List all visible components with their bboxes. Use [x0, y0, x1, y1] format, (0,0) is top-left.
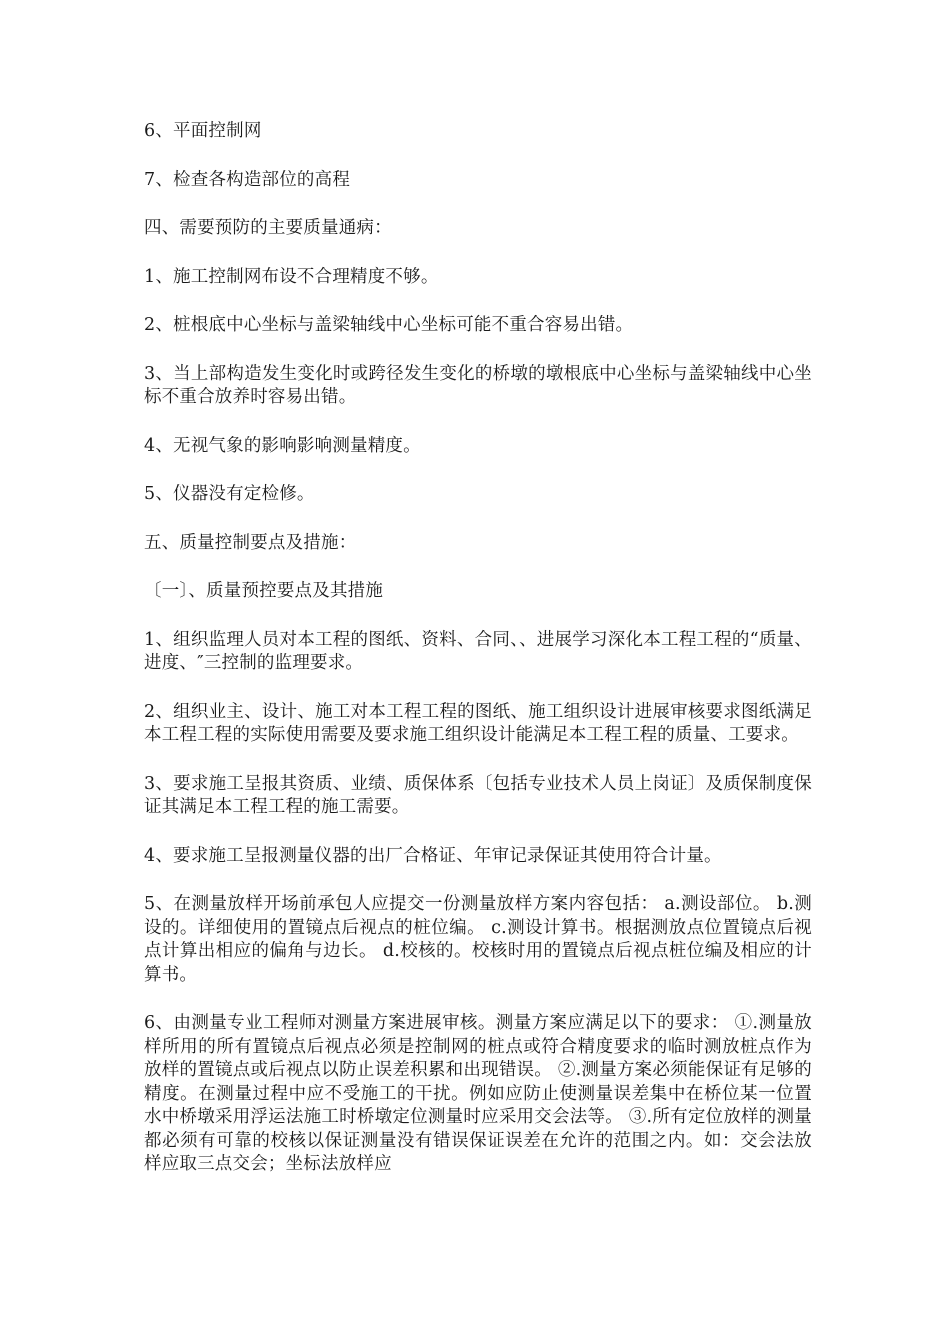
section-heading-5: 五、质量控制要点及措施： — [144, 532, 357, 553]
paragraph-defect-1: 1、施工控制网布设不合理精度不够。 — [144, 266, 439, 287]
paragraph-defect-4: 4、无视气象的影响影响测量精度。 — [144, 435, 421, 456]
paragraph-defect-5: 5、仪器没有定检修。 — [144, 484, 315, 504]
paragraph-defect-3: 3、当上部构造发生变化时或跨径发生变化的桥墩的墩根底中心坐标与盖梁轴线中心坐标不重合放养时容易出错。 — [144, 363, 812, 407]
section-heading-4: 四、需要预防的主要质量通病： — [144, 218, 392, 238]
paragraph-measure-6: 6、由测量专业工程师对测量方案进展审核。测量方案应满足以下的要求： ①.测量放样所用的所有置镜点后视点必须是控制网的桩点或符合精度要求的临时测放桩点作为放样的置镜点或后视点以防止误差积累和出现错误。 ②.测量方案必须能保证有足够的精度。在测量过程中应不受施工的干扰。例如应防止使测量误差集中在桥位某一位置水中桥墩采用浮运法施工时桥墩定位测量时应采用交会法等。 ③.所有定位放样的测量都必须有可靠的校核以保证测量没有错误保证误差在允许的范围之内。如：交会法放样应取三点交会；坐标法放样应 — [144, 1013, 812, 1174]
paragraph-measure-5: 5、在测量放样开场前承包人应提交一份测量放样方案内容包括： a.测设部位。 b.测设的。详细使用的置镜点后视点的桩位编。 c.测设计算书。根据测放点位置镜点后视点计算出相应的偏角与边长。 d.校核的。校核时用的置镜点后视点桩位编及相应的计算书。 — [144, 894, 812, 985]
paragraph-measure-1: 1、组织监理人员对本工程的图纸、资料、合同、、进展学习深化本工程工程的“质量、进度、″三控制的监理要求。 — [144, 629, 812, 673]
paragraph-measure-3: 3、要求施工呈报其资质、业绩、质保体系〔包括专业技术人员上岗证〕及质保制度保证其满足本工程工程的施工需要。 — [144, 773, 812, 817]
paragraph-measure-2: 2、组织业主、设计、施工对本工程工程的图纸、施工组织设计进展审核要求图纸满足本工程工程的实际使用需要及要求施工组织设计能满足本工程工程的质量、工要求。 — [144, 701, 812, 745]
paragraph-item-6: 6、平面控制网 — [144, 121, 262, 141]
paragraph-measure-4: 4、要求施工呈报测量仪器的出厂合格证、年审记录保证其使用符合计量。 — [144, 845, 722, 866]
paragraph-item-7: 7、检查各构造部位的高程 — [144, 169, 351, 190]
paragraph-defect-2: 2、桩根底中心坐标与盖梁轴线中心坐标可能不重合容易出错。 — [144, 315, 634, 335]
subsection-heading-1: 〔一〕、质量预控要点及其措施 — [144, 581, 384, 601]
document-body — [144, 120, 812, 1202]
